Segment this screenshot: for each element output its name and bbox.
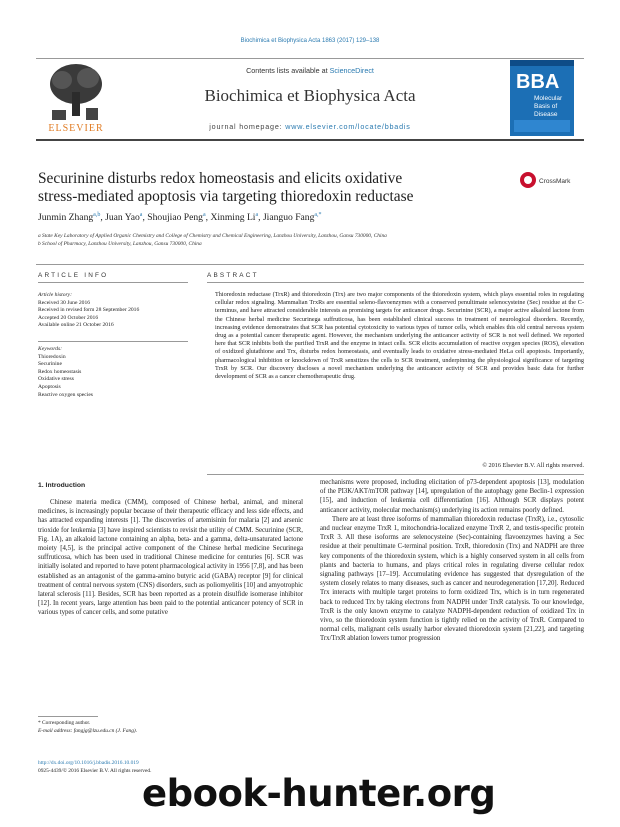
footnote-rule: [38, 716, 98, 717]
author-affiliation-mark[interactable]: a: [255, 212, 259, 218]
email-note[interactable]: E-mail address: fangjg@lzu.edu.cn (J. Fang).: [38, 727, 138, 734]
history-item: Received 30 June 2016: [38, 299, 91, 306]
author-affiliation-mark[interactable]: a,b: [93, 212, 101, 218]
author-affiliation-mark[interactable]: a: [139, 212, 143, 218]
article-info-heading: ARTICLE INFO: [38, 272, 109, 279]
affiliation-a: a State Key Laboratory of Applied Organic Chemistry and College of Chemistry and Chemical Engineering, Lanzhou University, Lanzhou, Gansu 730000, China: [38, 233, 387, 239]
author-separator: ,: [142, 212, 148, 224]
section-rule: [36, 264, 584, 265]
issn-line: 0925-4439/© 2016 Elsevier B.V. All rights reserved.: [38, 767, 152, 774]
footnote: [38, 720, 137, 735]
contents-prefix: Contents lists available at: [246, 66, 330, 75]
author-name: Juan Yao: [105, 212, 140, 224]
article-info-rule: [38, 282, 188, 283]
author-name: Jianguo Fang: [262, 212, 315, 224]
journal-reference[interactable]: Biochimica et Biophysica Acta 1863 (2017) 129–138: [240, 38, 380, 44]
history-item: Received in revised form 28 September 2016: [38, 307, 140, 314]
journal-cover: [510, 60, 574, 136]
doi-link[interactable]: http://dx.doi.org/10.1016/j.bbadis.2016.10.019: [38, 760, 139, 766]
author-separator: ,: [258, 212, 263, 224]
history-item: Accepted 20 October 2016: [38, 314, 99, 321]
affiliations: [38, 232, 387, 249]
author-separator: ,: [100, 212, 106, 224]
keyword: Oxidative stress: [38, 376, 74, 383]
body-left-column: [38, 498, 303, 618]
header-top-rule: [36, 58, 584, 59]
abstract-bottom-rule: [207, 474, 584, 475]
crossmark-label: CrossMark: [539, 178, 571, 185]
cover-subtitle-1: Molecular: [534, 95, 563, 102]
keyword: Reactive oxygen species: [38, 391, 93, 398]
keyword: Securinine: [38, 361, 62, 368]
abstract-heading: ABSTRACT: [207, 272, 259, 279]
history-label: Article history:: [38, 292, 73, 298]
body-right-column: [320, 478, 584, 644]
author-affiliation-mark[interactable]: a: [202, 212, 206, 218]
keyword: Apoptosis: [38, 383, 61, 390]
keywords-rule: [38, 341, 188, 342]
header-bottom-rule: [36, 139, 584, 141]
article-history: [38, 292, 188, 330]
abstract-rule: [207, 282, 584, 283]
publisher-logo-text: ELSEVIER: [48, 123, 104, 134]
history-item: Available online 21 October 2016: [38, 322, 114, 329]
keyword: Redox homeostasis: [38, 368, 82, 375]
cover-subtitle-2: Basis of: [534, 103, 558, 110]
homepage-prefix: journal homepage:: [209, 122, 286, 131]
journal-name: Biochimica et Biophysica Acta: [204, 86, 416, 105]
homepage-link[interactable]: www.elsevier.com/locate/bbadis: [285, 122, 411, 131]
author-name: Xinming Li: [210, 212, 256, 224]
corresponding-author-note: * Corresponding author.: [38, 720, 91, 726]
copyright: © 2016 Elsevier B.V. All rights reserved.: [482, 462, 584, 469]
keywords: [38, 346, 188, 399]
author-name: Junmin Zhang: [38, 212, 94, 224]
body-paragraph: There are at least three isoforms of mammalian thioredoxin reductase (TrxR), i.e., cytosolic and nuclear enzyme TrxR 1, mitochondria-localized enzyme TrxR 2, and testis-specific protein TrxR 3. All these isoforms are selenocysteine (Sec)-containing flavoenzymes having a Sec residue at their penultimate C-terminal position. TrxR, thioredoxin (Trx) and NADPH are three key components of the thioredoxin system, which is a highly conserved system in all cells from plants and bacteria to humans, and plays critical roles in regulating diverse cellular redox signaling pathways [17–19]. Accumulating evidence has suggested that dysregulation of the system closely relates to many diseases, such as cancer and neurodegeneration [17,20]. Reduced Trx interacts with multiple target proteins to form oxidized Trx, which is in turn regenerated back to reduced Trx by taking electrons from NADPH under TrxR catalysis. To our knowledge, TrxR is the only known enzyme to catalyze NADPH-dependent reduction of oxidized Trx in vivo, so the thioredoxin system function is tightly relied on the activity of TrxR. Compared to normal cells, malignant cells usually harbor elevated thioredoxin system [21,22], and targeting Trx/TrxR ablation lowers tumor progression: [320, 515, 584, 643]
keywords-label: Keywords:: [38, 346, 63, 352]
cover-subtitle-3: Disease: [534, 111, 558, 118]
keyword: Thioredoxin: [38, 353, 66, 360]
article-title: [38, 170, 498, 206]
doi-block: [38, 760, 151, 775]
abstract-text: Thioredoxin reductase (TrxR) and thioredoxin (Trx) are two major components of the thioredoxin system, which plays essential roles in regulating cellular redox signaling. Mammalian TrxRs are essential seleno-flavoenzymes with a conserved penultimate selenocysteine (Sec) residue at the C-terminus, and have attracted considerable interests as promising targets for anticancer drugs. Securinine (SCR), a major active alkaloid lactone from the Chinese herbal medicine Securinega suffruticosa, has been established clinical success in treatment of neurological disorders. Recently, increasing evidence demonstrates that SCR has potential cytotoxicity to various types of tumor cells, which enables this old central nervous system drug as a potential cancer therapeutic agent. However, the mechanism underlying the anticancer activity of SCR is not well defined. We reported here that SCR inhibits both the purified TrxR and the enzyme in intact cells. SCR elicits accumulation of reactive oxygen species (ROS), elevation of oxidized glutathione and Trx, disturbs redox homeostasis, and eventually leads to oxidative stress-mediated HeLa cell apoptosis. Importantly, pharmacological inhibition or knockdown of TrxR sensitizes the cells to SCR treatment, underpinning the physiological significance of targeting TrxR by SCR. Our discovery discloses a novel mechanism underlying the anticancer activity of SCR and provides basic data for further development of SCR as a cancer chemotherapeutic drug.: [215, 291, 584, 381]
watermark: ebook-hunter.org: [142, 772, 496, 815]
author-affiliation-mark[interactable]: a,*: [314, 212, 322, 218]
crossmark-badge[interactable]: [518, 170, 584, 190]
section-heading-introduction: 1. Introduction: [38, 482, 86, 489]
affiliation-b: b School of Pharmacy, Lanzhou University, Lanzhou, Gansu 730000, China: [38, 241, 202, 248]
author-list: [38, 212, 322, 223]
cover-title: BBA: [516, 71, 560, 93]
author-separator: ,: [205, 212, 211, 224]
title-line-1: Securinine disturbs redox homeostasis and elicits oxidative: [38, 170, 403, 187]
body-paragraph: mechanisms were proposed, including elicitation of p73-dependent apoptosis [13], modulation of the PI3K/AKT/mTOR pathway [14], upregulation of the autophagy gene Beclin-1 expression [15], and induction of leukemia cell differentiation [16]. Although SCR displays potent anticancer activity, molecular mechanism(s) underlying its action remains poorly defined.: [320, 479, 584, 514]
body-paragraph: Chinese materia medica (CMM), composed of Chinese herbal, animal, and mineral medicines, is increasingly popular because of their therapeutic efficacy and less side effects, and has attracted expanding interests [1]. The discoveries of artemisinin for malaria [2] and arsenic trioxide for leukemia [3] have inspired scientists to revisit the utility of CMM. Securinine (SCR, Fig. 1A), an alkaloid lactone containing an alpha, beta- and a gamma, delta-unsaturated lactone moiety [4,5], is the principal active component of the Chinese herbal medicine Securinega suffruticosa, which has been used in traditional Chinese medicine for centuries [6]. SCR was initially isolated and reported to have potent pharmacological activity in 1956 [7,8], and has been established as an antagonist of the gamma-amino butyric acid (GABA) receptor [9] for clinical treatment of central nervous system (CNS) disorders, such as poliomyelitis [10] and amyotrophic lateral sclerosis [11]. Besides, SCR has been reported as a protein disulfide isomerase inhibitor [12]. In recent years, large attention has been paid to the potential anticancer potency of SCR in various types of cancer cells, and some putative: [38, 499, 303, 617]
author-name: Shoujiao Peng: [147, 212, 203, 224]
sciencedirect-link[interactable]: ScienceDirect: [329, 66, 374, 75]
title-line-2: stress-mediated apoptosis via targeting thioredoxin reductase: [38, 188, 414, 205]
